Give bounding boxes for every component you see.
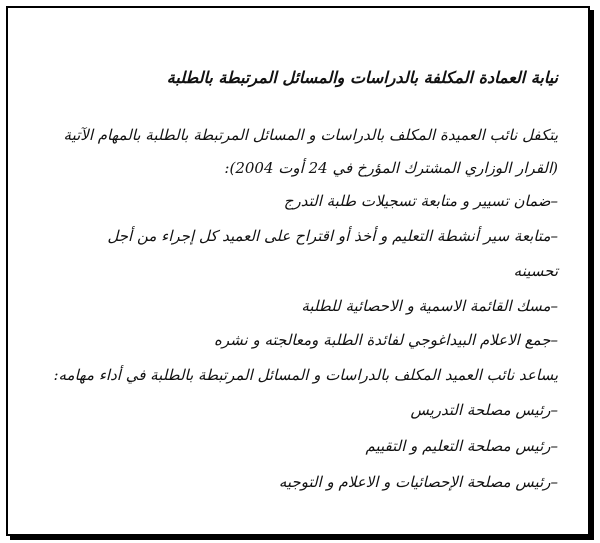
task-item: –مسك القائمة الاسمية و الاحصائية للطلبة — [301, 297, 558, 315]
assistant-item: –رئيس مصلحة التدريس — [410, 401, 558, 419]
assistant-item: –رئيس مصلحة التعليم و التقييم — [365, 437, 558, 455]
assistant-item: –رئيس مصلحة الإحصائيات و الاعلام و التوجيه — [278, 473, 558, 491]
task-item: –ضمان تسيير و متابعة تسجيلات طلبة التدرج — [283, 192, 558, 210]
document-title: نيابة العمادة المكلفة بالدراسات والمسائل المرتبطة بالطلبة — [166, 68, 558, 87]
task-item-continuation: تحسينه — [513, 262, 558, 280]
document-frame — [6, 6, 590, 536]
intro-line-2: (القرار الوزاري المشترك المؤرخ في 24 أوت 2004): — [224, 159, 558, 177]
intro-line-1: يتكفل نائب العميدة المكلف بالدراسات و المسائل المرتبطة بالطلبة بالمهام الآتية — [63, 126, 558, 144]
task-item: –متابعة سير أنشطة التعليم و أخذ أو اقتراح على العميد كل إجراء من أجل — [107, 227, 558, 245]
document-body — [8, 8, 588, 534]
task-item: –جمع الاعلام البيداغوجي لفائدة الطلبة ومعالجته و نشره — [214, 331, 558, 349]
assist-intro-line: يساعد نائب العميد المكلف بالدراسات و المسائل المرتبطة بالطلبة في أداء مهامه: — [53, 366, 558, 384]
